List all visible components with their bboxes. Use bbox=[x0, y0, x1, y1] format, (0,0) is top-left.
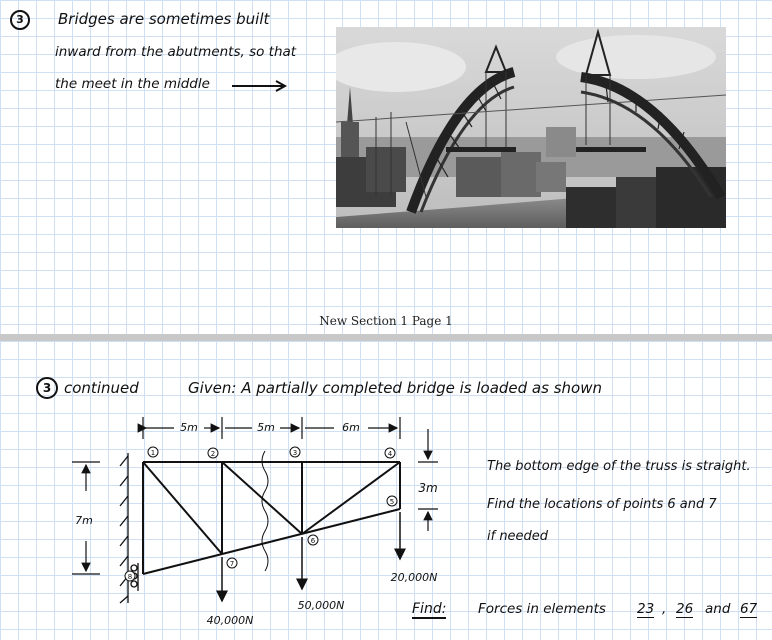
node-label-1: 1 bbox=[150, 449, 156, 457]
arrow-right-icon bbox=[230, 78, 290, 94]
node-label-4: 4 bbox=[387, 450, 393, 458]
given-statement: Given: A partially completed bridge is loaded as shown bbox=[188, 379, 602, 397]
problem-number-badge-2: 3 bbox=[36, 377, 58, 399]
notebook-page-2 bbox=[0, 341, 772, 640]
truss-diagram bbox=[0, 341, 480, 640]
node-label-8: 8 bbox=[127, 573, 133, 581]
node-label-7: 7 bbox=[229, 560, 235, 568]
notes-line-3: the meet in the middle bbox=[55, 76, 210, 92]
find-element-26: 26 bbox=[676, 601, 694, 617]
find-element-23: 23 bbox=[637, 601, 655, 617]
node-label-6: 6 bbox=[310, 537, 316, 545]
load-label-5: 20,000N bbox=[390, 571, 438, 584]
find-separator: , bbox=[662, 601, 667, 617]
notes-line-2: inward from the abutments, so that bbox=[55, 44, 297, 60]
page-break-divider bbox=[0, 334, 772, 341]
node-label-5: 5 bbox=[389, 498, 395, 506]
dim-label-1: 5m bbox=[180, 421, 198, 434]
dim-label-height-left: 7m bbox=[75, 514, 93, 527]
dim-label-3: 6m bbox=[342, 421, 360, 434]
node-label-2: 2 bbox=[210, 450, 216, 458]
continued-label: continued bbox=[64, 379, 139, 397]
dim-label-2: 5m bbox=[257, 421, 275, 434]
problem-number-badge: 3 bbox=[10, 10, 30, 30]
load-label-6: 50,000N bbox=[297, 599, 345, 612]
note-line-2: Find the locations of points 6 and 7 bbox=[487, 497, 717, 512]
section-cut-line bbox=[262, 451, 268, 571]
find-text: Forces in elements bbox=[478, 601, 606, 617]
node-label-3: 3 bbox=[292, 449, 298, 457]
notes-line-1: Bridges are sometimes built bbox=[58, 10, 270, 28]
note-line-3: if needed bbox=[487, 529, 549, 544]
find-label: Find: bbox=[412, 601, 447, 617]
bridge-construction-photo bbox=[336, 27, 726, 228]
dim-label-height-right: 3m bbox=[418, 481, 438, 495]
page-footer: New Section 1 Page 1 bbox=[319, 314, 453, 328]
truss-members bbox=[143, 462, 400, 574]
find-and: and bbox=[705, 601, 731, 617]
find-element-67: 67 bbox=[740, 601, 758, 617]
load-label-7: 40,000N bbox=[206, 614, 254, 627]
note-line-1: The bottom edge of the truss is straight. bbox=[487, 459, 751, 474]
